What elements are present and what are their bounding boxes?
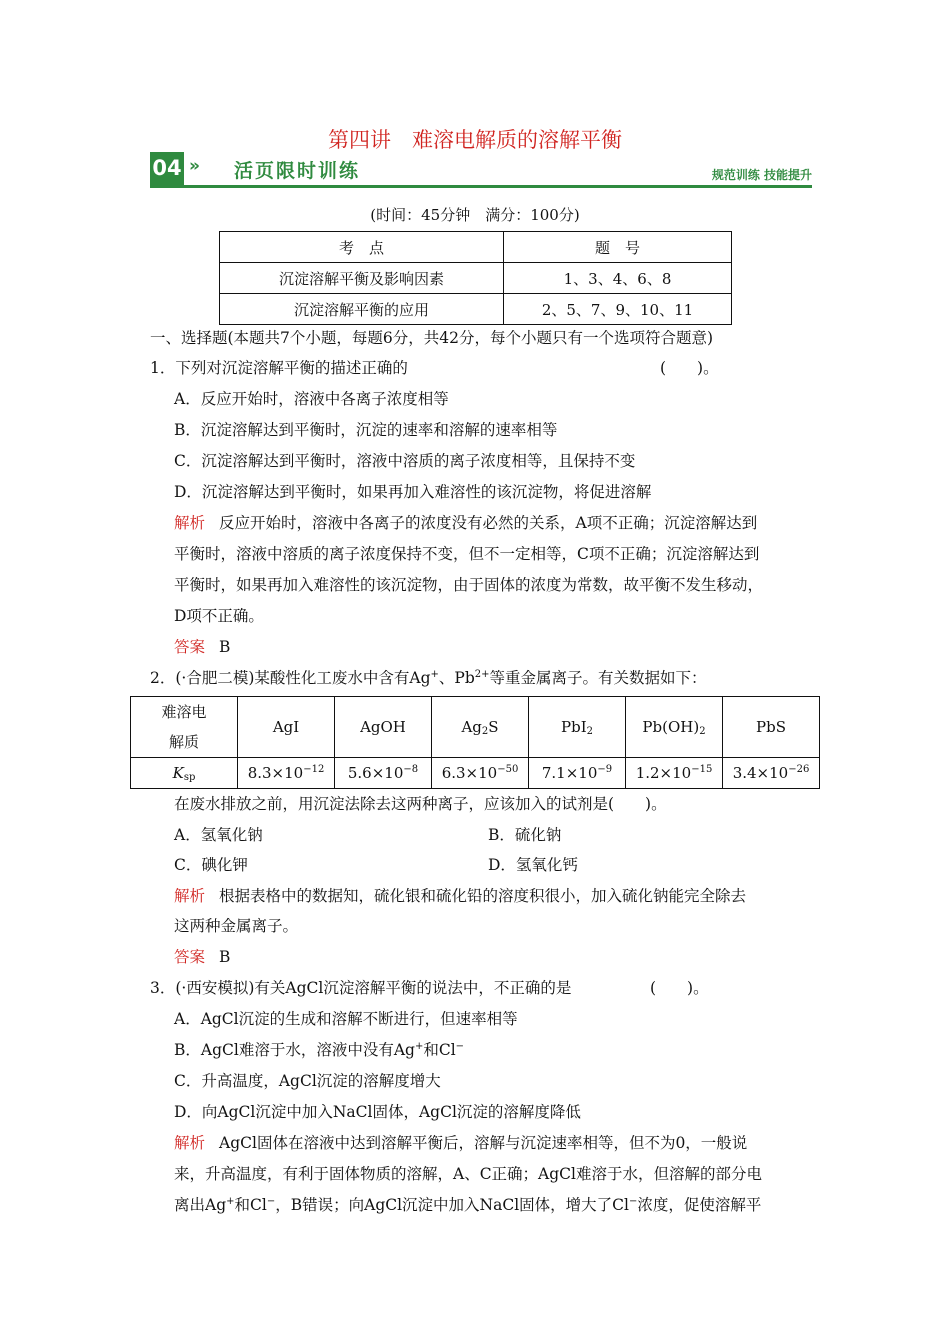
option-d: D．沉淀溶解达到平衡时，如果再加入难溶性的该沉淀物，将促进溶解	[174, 483, 652, 501]
topic-table	[219, 231, 732, 325]
table-row	[220, 294, 732, 325]
table-cell: 2、5、7、9、10、11	[504, 294, 732, 325]
analysis-label: 解析	[174, 887, 206, 905]
table-row	[131, 758, 820, 789]
table-header-cell: 题 号	[504, 232, 732, 263]
section-banner	[150, 152, 812, 188]
answer-line	[174, 635, 230, 657]
table-header-cell: PbI$_2$	[529, 697, 626, 758]
option-b: B．硫化钠	[488, 826, 562, 844]
option-a: A．反应开始时，溶液中各离子浓度相等	[174, 390, 449, 408]
analysis-line: 解析 反应开始时，溶液中各离子的浓度没有必然的关系，A项不正确；沉淀溶解达到	[174, 514, 758, 532]
option-c: C．沉淀溶解达到平衡时，溶液中溶质的离子浓度相等，且保持不变	[174, 452, 636, 470]
table-cell: $8.3\times 10^{-12}$	[238, 758, 335, 789]
analysis-line: 解析 AgCl固体在溶液中达到溶解平衡后，溶解与沉淀速率相等，但不为0，一般说	[174, 1134, 748, 1152]
banner-number: 04	[150, 152, 184, 185]
table-cell: $5.6\times 10^{-8}$	[335, 758, 432, 789]
answer-label: 答案	[174, 638, 206, 656]
answer-value: B	[219, 638, 231, 656]
banner-slogan: 规范训练 技能提升	[711, 168, 812, 182]
banner-rule	[150, 185, 812, 188]
analysis-label: 解析	[174, 1134, 206, 1152]
question-3-stem: 3．(·西安模拟)有关AgCl沉淀溶解平衡的说法中，不正确的是	[150, 979, 572, 997]
analysis-line: 来，升高温度，有利于固体物质的溶解，A、C正确；AgCl难溶于水，但溶解的部分电	[174, 1165, 762, 1183]
analysis-line: 这两种金属离子。	[174, 917, 299, 935]
table-header-cell: AgI	[238, 697, 335, 758]
answer-blank: ( )。	[650, 979, 709, 997]
table-cell: $1.2\times 10^{-15}$	[626, 758, 723, 789]
option-b: B．沉淀溶解达到平衡时，沉淀的速率和溶解的速率相等	[174, 421, 558, 439]
analysis-line: 平衡时，溶液中溶质的离子浓度保持不变，但不一定相等，C项不正确；沉淀溶解达到	[174, 545, 760, 563]
table-row	[220, 263, 732, 294]
question-text: 在废水排放之前，用沉淀法除去这两种离子，应该加入的试剂是( )。	[174, 795, 667, 813]
page-title: 第四讲 难溶电解质的溶解平衡	[328, 128, 622, 152]
table-header-cell: PbS	[723, 697, 820, 758]
table-cell: 沉淀溶解平衡及影响因素	[220, 263, 504, 294]
table-row	[131, 697, 820, 758]
option-b: B．AgCl难溶于水，溶液中没有Ag+和Cl−	[174, 1041, 465, 1059]
option-a: A．氢氧化钠	[174, 826, 263, 844]
option-c: C．碘化钾	[174, 856, 248, 874]
table-header-cell: 考 点	[220, 232, 504, 263]
option-a: A．AgCl沉淀的生成和溶解不断进行，但速率相等	[174, 1010, 518, 1028]
question-1-stem	[150, 356, 408, 378]
analysis-line: D项不正确。	[174, 607, 264, 625]
table-cell: $3.4\times 10^{-26}$	[723, 758, 820, 789]
analysis-label: 解析	[174, 514, 206, 532]
ksp-table	[130, 696, 820, 789]
table-cell: 1、3、4、6、8	[504, 263, 732, 294]
answer-line	[174, 945, 230, 967]
banner-label: 活页限时训练	[234, 160, 361, 182]
answer-blank: ( )。	[660, 359, 719, 377]
question-text: 1．下列对沉淀溶解平衡的描述正确的	[150, 359, 408, 377]
analysis-line: 解析 根据表格中的数据知，硫化银和硫化铅的溶度积很小，加入硫化钠能完全除去	[174, 887, 747, 905]
table-cell: $7.1\times 10^{-9}$	[529, 758, 626, 789]
table-header-cell: AgOH	[335, 697, 432, 758]
answer-value: B	[219, 948, 231, 966]
question-2-stem: 2．(·合肥二模)某酸性化工废水中含有Ag+、$Pb^{2+}$等重金属离子。有关数据如下：	[150, 669, 707, 687]
option-d: D．向AgCl沉淀中加入NaCl固体，AgCl沉淀的溶解度降低	[174, 1103, 581, 1121]
table-cell: 沉淀溶解平衡的应用	[220, 294, 504, 325]
table-header-cell: 难溶电 解质	[131, 697, 238, 758]
section-heading: 一、选择题(本题共7个小题，每题6分，共42分，每个小题只有一个选项符合题意)	[150, 329, 714, 347]
analysis-line: 离出Ag+和Cl−，B错误；向AgCl沉淀中加入NaCl固体，增大了Cl−浓度，促使溶解平	[174, 1196, 762, 1214]
table-header-cell: $Pb(OH)_2$	[626, 697, 723, 758]
time-score: (时间：45分钟 满分：100分)	[370, 206, 580, 224]
table-cell: $K_{sp}$	[131, 758, 238, 789]
table-header-cell: $Ag_2S$	[432, 697, 529, 758]
analysis-line: 平衡时，如果再加入难溶性的该沉淀物，由于固体的浓度为常数，故平衡不发生移动，	[174, 576, 764, 594]
table-row	[220, 232, 732, 263]
chevron-icon: »	[189, 156, 200, 176]
option-c: C．升高温度，AgCl沉淀的溶解度增大	[174, 1072, 441, 1090]
table-cell: $6.3\times 10^{-50}$	[432, 758, 529, 789]
option-d: D．氢氧化钙	[488, 856, 578, 874]
answer-label: 答案	[174, 948, 206, 966]
